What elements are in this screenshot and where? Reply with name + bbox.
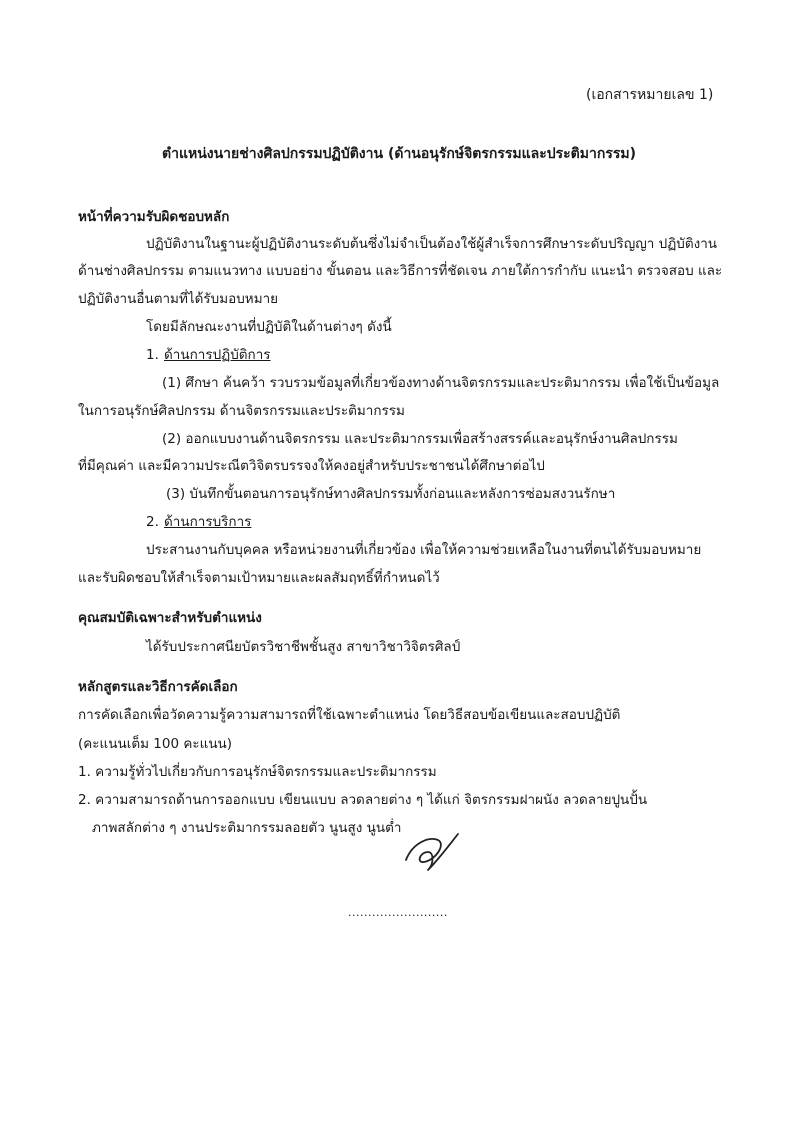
duties-paragraph-line: ด้านช่างศิลปกรรม ตามแนวทาง แบบอย่าง ขั้นตอน และวิธีการที่ชัดเจน ภายใต้การกำกับ แนะนำ ตรวจสอบ และ bbox=[78, 263, 723, 279]
selection-score: (คะแนนเต็ม 100 คะแนน) bbox=[78, 736, 233, 752]
selection-heading: หลักสูตรและวิธีการคัดเลือก bbox=[78, 679, 238, 695]
qualification-line: ได้รับประกาศนียบัตรวิชาชีพชั้นสูง สาขาวิชาวิจิตรศิลป์ bbox=[146, 639, 461, 655]
section-1-number: 1. bbox=[146, 347, 159, 363]
duties-heading: หน้าที่ความรับผิดชอบหลัก bbox=[78, 209, 230, 225]
operation-item: (1) ศึกษา ค้นคว้า รวบรวมข้อมูลที่เกี่ยวข้องทางด้านจิตรกรรมและประติมากรรม เพื่อใช้เป็นข้อมูล bbox=[162, 375, 720, 391]
section-2-number: 2. bbox=[146, 514, 159, 530]
operation-item: ในการอนุรักษ์ศิลปกรรม ด้านจิตรกรรมและประติมากรรม bbox=[78, 403, 405, 419]
duties-intro: โดยมีลักษณะงานที่ปฏิบัติในด้านต่างๆ ดังนี้ bbox=[146, 319, 392, 335]
section-2-title: ด้านการบริการ bbox=[164, 514, 252, 530]
signature-icon bbox=[398, 830, 462, 876]
page-title: ตำแหน่งนายช่างศิลปกรรมปฏิบัติงาน (ด้านอนุรักษ์จิตรกรรมและประติมากรรม) bbox=[162, 146, 637, 162]
operation-item: (2) ออกแบบงานด้านจิตรกรรม และประติมากรรมเพื่อสร้างสรรค์และอนุรักษ์งานศิลปกรรม bbox=[162, 431, 678, 447]
duties-paragraph-line: ปฏิบัติงานอื่นตามที่ได้รับมอบหมาย bbox=[78, 291, 279, 307]
selection-item: ภาพสลักต่าง ๆ งานประติมากรรมลอยตัว นูนสูง นูนต่ำ bbox=[92, 820, 402, 836]
footer-dots: ......................... bbox=[348, 906, 448, 919]
service-paragraph-line: ประสานงานกับบุคคล หรือหน่วยงานที่เกี่ยวข้อง เพื่อให้ความช่วยเหลือในงานที่ตนได้รับมอบหมาย bbox=[146, 542, 702, 558]
service-paragraph-line: และรับผิดชอบให้สำเร็จตามเป้าหมายและผลสัมฤทธิ์ที่กำหนดไว้ bbox=[78, 570, 440, 586]
selection-line: การคัดเลือกเพื่อวัดความรู้ความสามารถที่ใช้เฉพาะตำแหน่ง โดยวิธีสอบข้อเขียนและสอบปฏิบัติ bbox=[78, 707, 621, 723]
duties-paragraph-line: ปฏิบัติงานในฐานะผู้ปฏิบัติงานระดับต้นซึ่งไม่จำเป็นต้องใช้ผู้สำเร็จการศึกษาระดับปริญญา ปฏิบัติงาน bbox=[146, 236, 718, 252]
operation-item: (3) บันทึกขั้นตอนการอนุรักษ์ทางศิลปกรรมทั้งก่อนและหลังการซ่อมสงวนรักษา bbox=[166, 486, 616, 502]
qualifications-heading: คุณสมบัติเฉพาะสำหรับตำแหน่ง bbox=[78, 610, 262, 626]
section-1-title: ด้านการปฏิบัติการ bbox=[164, 347, 271, 363]
selection-item: 2. ความสามารถด้านการออกแบบ เขียนแบบ ลวดลายต่าง ๆ ได้แก่ จิตรกรรมฝาผนัง ลวดลายปูนปั้น bbox=[78, 792, 648, 808]
selection-item: 1. ความรู้ทั่วไปเกี่ยวกับการอนุรักษ์จิตรกรรมและประติมากรรม bbox=[78, 764, 437, 780]
operation-item: ที่มีคุณค่า และมีความประณีตวิจิตรบรรจงให้คงอยู่สำหรับประชาชนได้ศึกษาต่อไป bbox=[78, 458, 545, 474]
document-number: (เอกสารหมายเลข 1) bbox=[586, 87, 714, 103]
